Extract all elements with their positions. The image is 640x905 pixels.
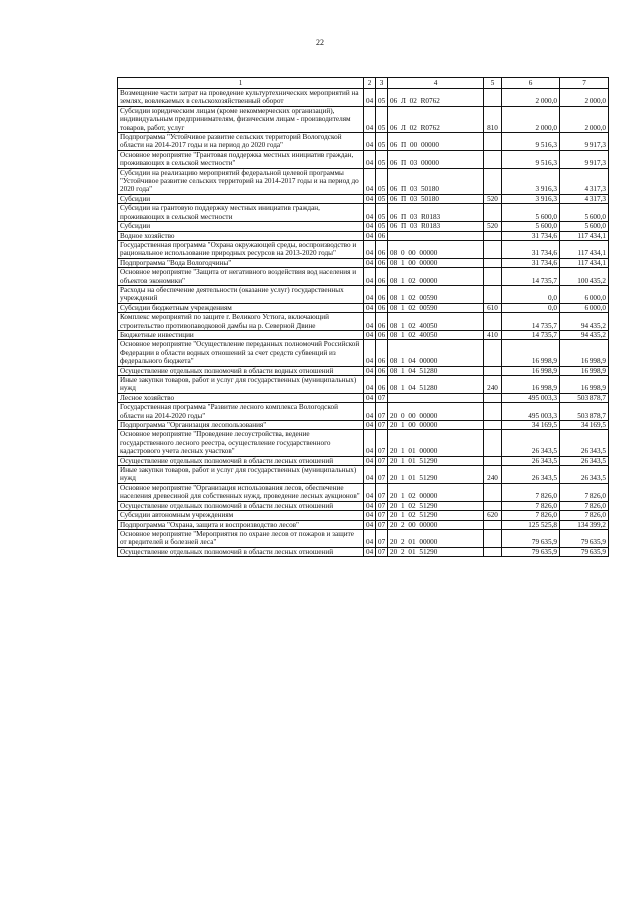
expense-type-code [484,89,502,107]
subsection-code: 05 [376,133,388,151]
table-row [118,231,609,240]
subsection-code: 07 [376,520,388,529]
subsection-code: 05 [376,106,388,132]
row-name: Подпрограмма "Вода Вологодчины" [118,258,364,267]
expense-type-code: 520 [484,222,502,231]
expense-type-code [484,268,502,286]
table-row [118,133,609,151]
amount-2020: 503 878,7 [560,403,609,421]
table-row [118,240,609,258]
target-article-code: 08 1 02 40050 [388,330,484,339]
target-article-code: 08 1 02 00000 [388,268,484,286]
amount-2020: 16 998,9 [560,340,609,366]
table-row [118,330,609,339]
subsection-code: 06 [376,366,388,375]
row-name: Субсидии на реализацию мероприятий федеральной целевой программы "Устойчивое развитие сельских территорий на 2014-2017 годы и на период до 2020 года" [118,168,364,194]
expense-type-code [484,501,502,510]
section-code: 04 [364,204,376,222]
expense-type-code [484,456,502,465]
table-row [118,258,609,267]
amount-2019: 495 003,3 [502,403,560,421]
section-code: 04 [364,285,376,303]
column-header: 1 [118,78,364,89]
table-row [118,547,609,556]
column-header: 5 [484,78,502,89]
section-code: 04 [364,547,376,556]
table-row [118,529,609,547]
subsection-code: 06 [376,313,388,331]
subsection-code: 07 [376,466,388,484]
table-row [118,376,609,394]
table-row [118,313,609,331]
row-name: Основное мероприятие "Осуществление переданных полномочий Российской Федерации в области водных отношений за счет средств субвенций из федерального бюджета" [118,340,364,366]
expense-type-code [484,133,502,151]
expense-type-code [484,520,502,529]
amount-2020: 26 343,5 [560,466,609,484]
amount-2019: 16 998,9 [502,340,560,366]
section-code: 04 [364,483,376,501]
amount-2019: 31 734,6 [502,258,560,267]
amount-2019: 14 735,7 [502,313,560,331]
section-code: 04 [364,194,376,203]
expense-type-code [484,403,502,421]
amount-2019: 34 169,5 [502,421,560,430]
expense-type-code [484,231,502,240]
section-code: 04 [364,240,376,258]
column-header: 2 [364,78,376,89]
amount-2020: 7 826,0 [560,511,609,520]
header-row [118,78,609,89]
subsection-code: 06 [376,258,388,267]
amount-2019: 26 343,5 [502,430,560,456]
section-code: 04 [364,376,376,394]
subsection-code: 06 [376,303,388,312]
amount-2020: 117 434,1 [560,231,609,240]
row-name: Основное мероприятие "Проведение лесоустройства, ведение государственного лесного реестра, осуществление государственного кадастрового учета лесных участков" [118,430,364,456]
section-code: 04 [364,313,376,331]
amount-2019: 5 600,0 [502,222,560,231]
target-article-code: 06 П 00 00000 [388,133,484,151]
table-row [118,194,609,203]
table-row [118,366,609,375]
section-code: 04 [364,340,376,366]
subsection-code: 07 [376,483,388,501]
expense-type-code: 410 [484,330,502,339]
subsection-code: 06 [376,340,388,366]
amount-2020: 2 000,0 [560,89,609,107]
amount-2019: 0,0 [502,303,560,312]
expense-type-code [484,547,502,556]
page-number: 22 [316,38,324,47]
column-header: 4 [388,78,484,89]
subsection-code: 07 [376,430,388,456]
amount-2020: 100 435,2 [560,268,609,286]
amount-2020: 26 343,5 [560,456,609,465]
row-name: Субсидии бюджетным учреждениям [118,303,364,312]
amount-2019: 79 635,9 [502,547,560,556]
subsection-code: 07 [376,547,388,556]
amount-2019: 26 343,5 [502,466,560,484]
target-article-code: 20 1 01 00000 [388,430,484,456]
amount-2019: 79 635,9 [502,529,560,547]
table-row [118,106,609,132]
section-code: 04 [364,330,376,339]
row-name: Лесное хозяйство [118,393,364,402]
budget-table [117,77,609,557]
expense-type-code [484,393,502,402]
amount-2020: 4 317,3 [560,194,609,203]
table-row [118,268,609,286]
amount-2019: 9 516,3 [502,150,560,168]
target-article-code: 06 П 03 50180 [388,194,484,203]
expense-type-code [484,204,502,222]
table-row [118,466,609,484]
amount-2020: 117 434,1 [560,258,609,267]
amount-2020: 5 600,0 [560,222,609,231]
expense-type-code [484,430,502,456]
amount-2019: 3 916,3 [502,168,560,194]
row-name: Водное хозяйство [118,231,364,240]
subsection-code: 05 [376,194,388,203]
amount-2020: 117 434,1 [560,240,609,258]
expense-type-code: 620 [484,511,502,520]
row-name: Подпрограмма "Охрана, защита и воспроизводство лесов" [118,520,364,529]
section-code: 04 [364,430,376,456]
target-article-code: 20 2 01 51290 [388,547,484,556]
subsection-code: 07 [376,403,388,421]
row-name: Комплекс мероприятий по защите г. Великого Устюга, включающий строительство противопаводковой дамбы на р. Северной Двине [118,313,364,331]
row-name: Осуществление отдельных полномочий в области лесных отношений [118,501,364,510]
subsection-code: 07 [376,456,388,465]
subsection-code: 07 [376,529,388,547]
target-article-code: 20 1 01 51290 [388,466,484,484]
table-row [118,204,609,222]
target-article-code: 06 П 03 50180 [388,168,484,194]
amount-2020: 26 343,5 [560,430,609,456]
amount-2020: 7 826,0 [560,483,609,501]
section-code: 04 [364,501,376,510]
row-name: Иные закупки товаров, работ и услуг для государственных (муниципальных) нужд [118,466,364,484]
amount-2019: 2 000,0 [502,106,560,132]
amount-2020: 503 878,7 [560,393,609,402]
amount-2019: 3 916,3 [502,194,560,203]
amount-2019: 16 998,9 [502,376,560,394]
target-article-code: 20 0 00 00000 [388,403,484,421]
table-row [118,168,609,194]
row-name: Основное мероприятие "Защита от негативного воздействия вод населения и объектов экономики" [118,268,364,286]
amount-2019: 7 826,0 [502,511,560,520]
expense-type-code [484,483,502,501]
expense-type-code: 610 [484,303,502,312]
row-name: Возмещение части затрат на проведение культуртехнических мероприятий на землях, вовлекаемых в сельскохозяйственный оборот [118,89,364,107]
amount-2019: 495 003,3 [502,393,560,402]
subsection-code: 05 [376,222,388,231]
row-name: Осуществление отдельных полномочий в области лесных отношений [118,547,364,556]
section-code: 04 [364,303,376,312]
amount-2020: 2 000,0 [560,106,609,132]
target-article-code: 08 0 00 00000 [388,240,484,258]
target-article-code [388,231,484,240]
row-name: Субсидии на грантовую поддержку местных инициатив граждан, проживающих в сельской местности [118,204,364,222]
target-article-code: 20 2 01 00000 [388,529,484,547]
subsection-code: 05 [376,89,388,107]
row-name: Государственная программа "Охрана окружающей среды, воспроизводство и рациональное использование природных ресурсов на 2013-2020 годы" [118,240,364,258]
target-article-code: 08 1 00 00000 [388,258,484,267]
expense-type-code [484,529,502,547]
target-article-code: 20 1 01 51290 [388,456,484,465]
amount-2020: 79 635,9 [560,529,609,547]
row-name: Субсидии [118,194,364,203]
target-article-code: 08 1 02 40050 [388,313,484,331]
table-row [118,222,609,231]
section-code: 04 [364,168,376,194]
target-article-code: 20 1 02 51290 [388,511,484,520]
row-name: Осуществление отдельных полномочий в области лесных отношений [118,456,364,465]
section-code: 04 [364,106,376,132]
amount-2020: 9 917,3 [560,133,609,151]
amount-2020: 9 917,3 [560,150,609,168]
amount-2019: 31 734,6 [502,231,560,240]
subsection-code: 06 [376,285,388,303]
row-name: Осуществление отдельных полномочий в области водных отношений [118,366,364,375]
amount-2019: 26 343,5 [502,456,560,465]
table-row [118,430,609,456]
row-name: Бюджетные инвестиции [118,330,364,339]
section-code: 04 [364,529,376,547]
target-article-code: 06 П 03 R0183 [388,222,484,231]
target-article-code: 06 Л 02 R0762 [388,89,484,107]
subsection-code: 06 [376,268,388,286]
table-row [118,303,609,312]
table-row [118,393,609,402]
expense-type-code: 240 [484,376,502,394]
amount-2019: 125 525,8 [502,520,560,529]
row-name: Основное мероприятие "Организация использования лесов, обеспечение населения древесиной для собственных нужд, проведение лесных аукционов" [118,483,364,501]
table-row [118,511,609,520]
amount-2019: 7 826,0 [502,501,560,510]
section-code: 04 [364,231,376,240]
table-row [118,501,609,510]
section-code: 04 [364,268,376,286]
amount-2020: 5 600,0 [560,204,609,222]
section-code: 04 [364,421,376,430]
target-article-code: 20 2 00 00000 [388,520,484,529]
row-name: Государственная программа "Развитие лесного комплекса Вологодской области на 2014-2020 годы" [118,403,364,421]
expense-type-code [484,340,502,366]
subsection-code: 07 [376,421,388,430]
row-name: Подпрограмма "Организация лесопользования" [118,421,364,430]
table-row [118,150,609,168]
expense-type-code [484,150,502,168]
target-article-code: 08 1 02 00590 [388,285,484,303]
column-header: 7 [560,78,609,89]
amount-2019: 7 826,0 [502,483,560,501]
section-code: 04 [364,393,376,402]
amount-2020: 6 000,0 [560,285,609,303]
expense-type-code [484,285,502,303]
expense-type-code [484,240,502,258]
table-row [118,520,609,529]
row-name: Основное мероприятие "Мероприятия по охране лесов от пожаров и защите от вредителей и болезней леса" [118,529,364,547]
target-article-code [388,393,484,402]
expense-type-code [484,366,502,375]
row-name: Субсидии юридическим лицам (кроме некоммерческих организаций), индивидуальным предпринимателям, физическим лицам - производителям товаров, работ, услуг [118,106,364,132]
amount-2019: 16 998,9 [502,366,560,375]
section-code: 04 [364,258,376,267]
subsection-code: 06 [376,376,388,394]
row-name: Субсидии [118,222,364,231]
expense-type-code: 520 [484,194,502,203]
table-row [118,340,609,366]
table-row [118,403,609,421]
row-name: Субсидии автономным учреждениям [118,511,364,520]
amount-2020: 4 317,3 [560,168,609,194]
amount-2020: 16 998,9 [560,376,609,394]
table-row [118,483,609,501]
amount-2020: 16 998,9 [560,366,609,375]
amount-2019: 14 735,7 [502,268,560,286]
section-code: 04 [364,366,376,375]
expense-type-code [484,168,502,194]
target-article-code: 06 П 03 00000 [388,150,484,168]
target-article-code: 20 1 02 00000 [388,483,484,501]
target-article-code: 08 1 04 00000 [388,340,484,366]
amount-2020: 34 169,5 [560,421,609,430]
section-code: 04 [364,466,376,484]
amount-2019: 2 000,0 [502,89,560,107]
amount-2020: 6 000,0 [560,303,609,312]
amount-2020: 94 435,2 [560,313,609,331]
expense-type-code [484,313,502,331]
amount-2019: 9 516,3 [502,133,560,151]
subsection-code: 06 [376,231,388,240]
subsection-code: 06 [376,240,388,258]
row-name: Основное мероприятие "Грантовая поддержка местных инициатив граждан, проживающих в сельской местности" [118,150,364,168]
subsection-code: 06 [376,330,388,339]
row-name: Подпрограмма "Устойчивое развитие сельских территорий Вологодской области на 2014-2017 годы и на период до 2020 года" [118,133,364,151]
amount-2019: 0,0 [502,285,560,303]
table-row [118,456,609,465]
amount-2020: 134 399,2 [560,520,609,529]
target-article-code: 20 1 00 00000 [388,421,484,430]
target-article-code: 06 Л 02 R0762 [388,106,484,132]
target-article-code: 06 П 03 R0183 [388,204,484,222]
target-article-code: 08 1 04 51280 [388,376,484,394]
subsection-code: 05 [376,204,388,222]
expense-type-code: 810 [484,106,502,132]
subsection-code: 07 [376,511,388,520]
subsection-code: 07 [376,501,388,510]
target-article-code: 20 1 02 51290 [388,501,484,510]
section-code: 04 [364,511,376,520]
subsection-code: 07 [376,393,388,402]
subsection-code: 05 [376,150,388,168]
row-name: Расходы на обеспечение деятельности (оказание услуг) государственных учреждений [118,285,364,303]
section-code: 04 [364,520,376,529]
section-code: 04 [364,133,376,151]
amount-2020: 7 826,0 [560,501,609,510]
row-name: Иные закупки товаров, работ и услуг для государственных (муниципальных) нужд [118,376,364,394]
column-header: 6 [502,78,560,89]
subsection-code: 05 [376,168,388,194]
amount-2019: 31 734,6 [502,240,560,258]
amount-2020: 79 635,9 [560,547,609,556]
table-row [118,421,609,430]
amount-2020: 94 435,2 [560,330,609,339]
amount-2019: 14 735,7 [502,330,560,339]
section-code: 04 [364,89,376,107]
expense-type-code: 240 [484,466,502,484]
section-code: 04 [364,150,376,168]
table-row [118,89,609,107]
target-article-code: 08 1 02 00590 [388,303,484,312]
table-row [118,285,609,303]
amount-2019: 5 600,0 [502,204,560,222]
target-article-code: 08 1 04 51280 [388,366,484,375]
expense-type-code [484,258,502,267]
column-header: 3 [376,78,388,89]
section-code: 04 [364,456,376,465]
expense-type-code [484,421,502,430]
section-code: 04 [364,222,376,231]
section-code: 04 [364,403,376,421]
